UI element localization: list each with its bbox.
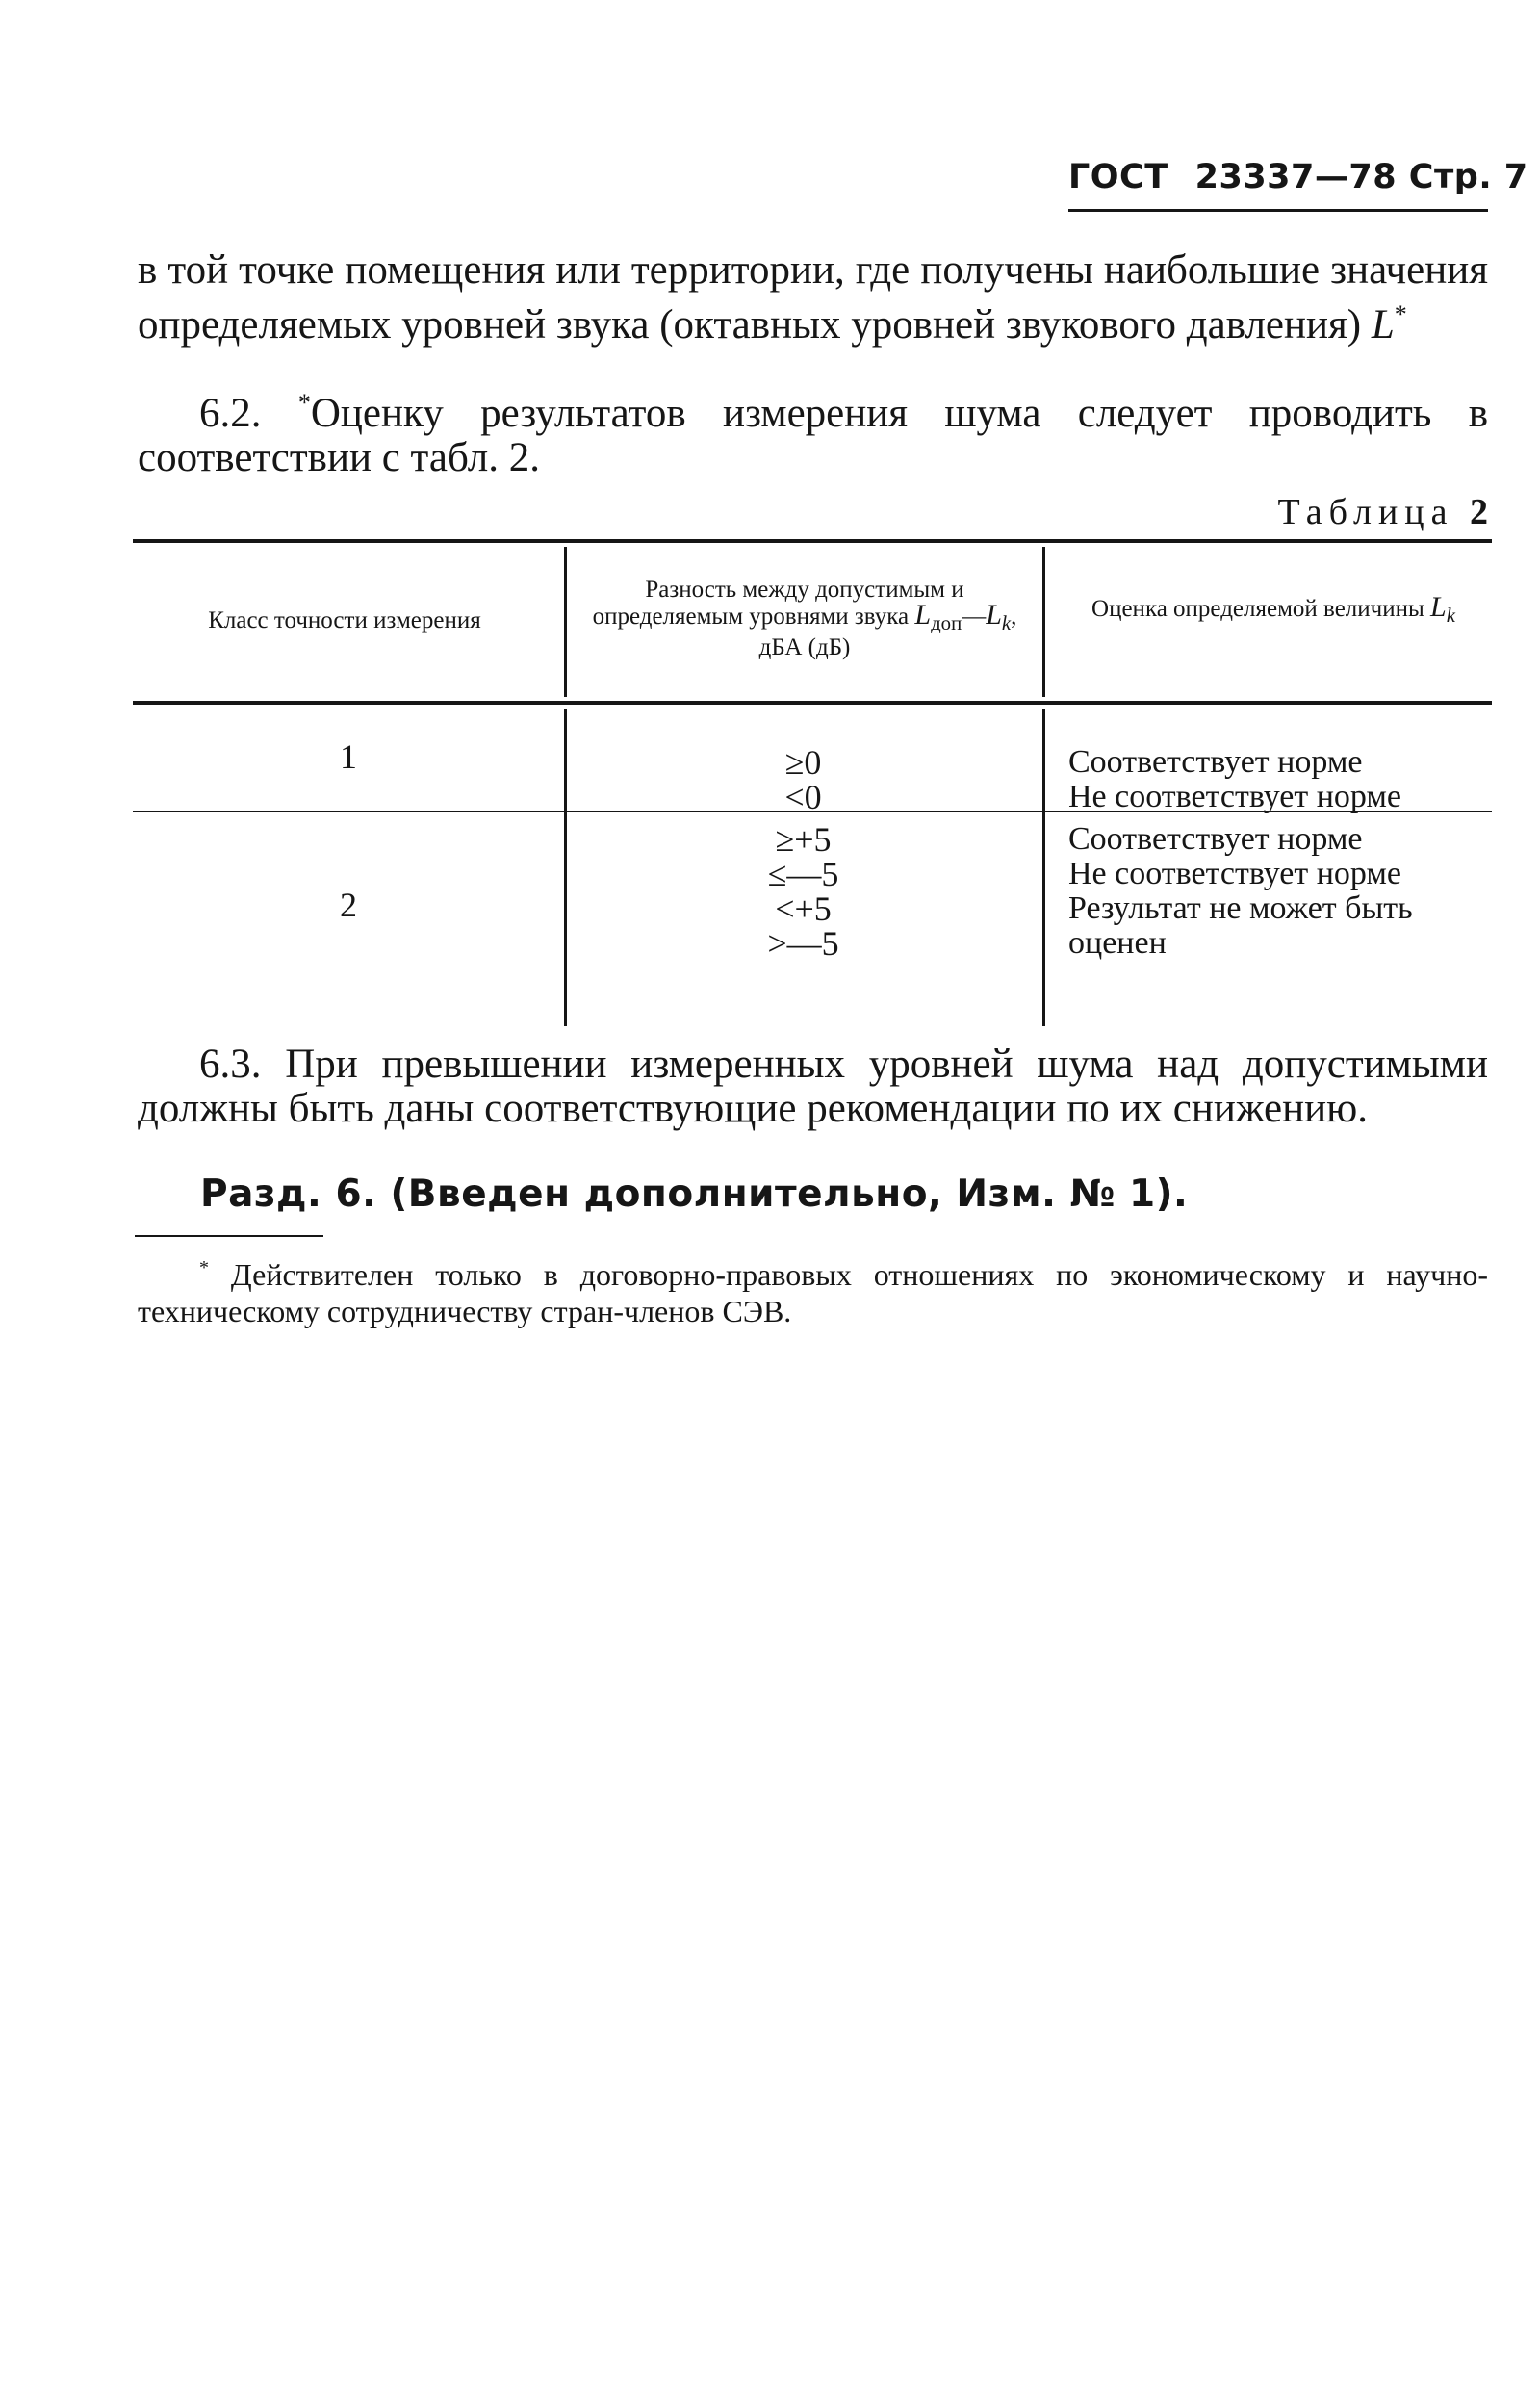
result-text: Не соответствует норме [1068, 779, 1401, 814]
table-cell-differences [564, 745, 1042, 814]
header-assessment-text: Оценка определяемой величины [1091, 596, 1424, 622]
difference-value: ≤—5 [767, 855, 839, 893]
table-cell-class: 2 [340, 886, 357, 924]
header-accuracy-class: Класс точности измерения [208, 607, 481, 633]
formula-symbol: L [1430, 591, 1447, 623]
difference-value: <+5 [775, 889, 832, 928]
table-cell-results [1068, 745, 1492, 814]
table-cell-results [1068, 822, 1492, 961]
footnote-mark: * [199, 1257, 209, 1278]
header-gost: ГОСТ [1068, 158, 1168, 196]
formula-operator: — [962, 604, 987, 630]
footnote-rule [135, 1235, 323, 1237]
formula-symbol: L [914, 599, 932, 631]
table-caption [1277, 491, 1488, 533]
table-col-divider [1042, 547, 1045, 697]
difference-value: ≥+5 [775, 820, 832, 859]
formula-symbol: L [1371, 302, 1395, 348]
footnote-text: Действителен только в договорно-правовых отношениях по экономическому и научно-техническому сотрудничеству стран-членов СЭВ. [138, 1257, 1489, 1328]
footnote-reference: * [1394, 300, 1407, 328]
header-standard-number: 23337—78 [1194, 158, 1398, 196]
table-caption-word: Таблица [1277, 492, 1454, 532]
table-top-rule [133, 539, 1492, 543]
result-text: Соответствует норме [1068, 744, 1363, 780]
paragraph-6-2 [138, 381, 1488, 480]
difference-value: >—5 [767, 924, 839, 963]
result-text: Соответствует норме [1068, 821, 1363, 857]
header-assessment [1081, 591, 1466, 628]
header-level-difference [576, 578, 1034, 660]
difference-value: ≥0 [784, 743, 822, 782]
paragraph-continuation [138, 248, 1488, 348]
footnote-mark: * [297, 389, 311, 417]
result-text: Не соответствует норме [1068, 856, 1401, 891]
running-header [1068, 158, 1528, 196]
result-text: Результат не может быть оценен [1068, 890, 1413, 961]
formula-symbol: L [986, 599, 1002, 631]
formula-subscript: k [1001, 611, 1012, 634]
header-rule [1068, 209, 1488, 212]
table-caption-number: 2 [1470, 492, 1488, 532]
table-col-divider [1042, 709, 1045, 1026]
table-cell-differences [564, 822, 1042, 961]
paragraph-number: 6.2. [199, 391, 262, 436]
evaluation-table [133, 539, 1492, 1030]
header-level-difference-text: Разность между допустимым и определяемым уровнями звука [592, 577, 964, 630]
difference-value: <0 [784, 778, 822, 816]
header-unit: , дБА (дБ) [758, 604, 1017, 660]
formula-subscript: k [1446, 604, 1455, 627]
paragraph-6-3: 6.3. При превышении измеренных уровней шума над допустимыми должны быть даны соответствующие рекомендации по их снижению. [138, 1042, 1488, 1131]
paragraph-text: в той точке помещения или территории, где получены наибольшие значения определяемых уровней звука (октавных уровней звукового давления) [138, 247, 1488, 348]
table-col-divider [564, 547, 567, 697]
section-amendment-note: Разд. 6. (Введен дополнительно, Изм. № 1). [200, 1173, 1189, 1216]
table-header-rule [133, 701, 1492, 705]
paragraph-text: Оценку результатов измерения шума следует проводить в соответствии с табл. 2. [138, 391, 1488, 480]
table-cell-class: 1 [340, 737, 357, 776]
formula-subscript: доп [931, 611, 962, 634]
footnote [138, 1250, 1488, 1329]
header-page-number: Стр. 7 [1408, 158, 1528, 196]
